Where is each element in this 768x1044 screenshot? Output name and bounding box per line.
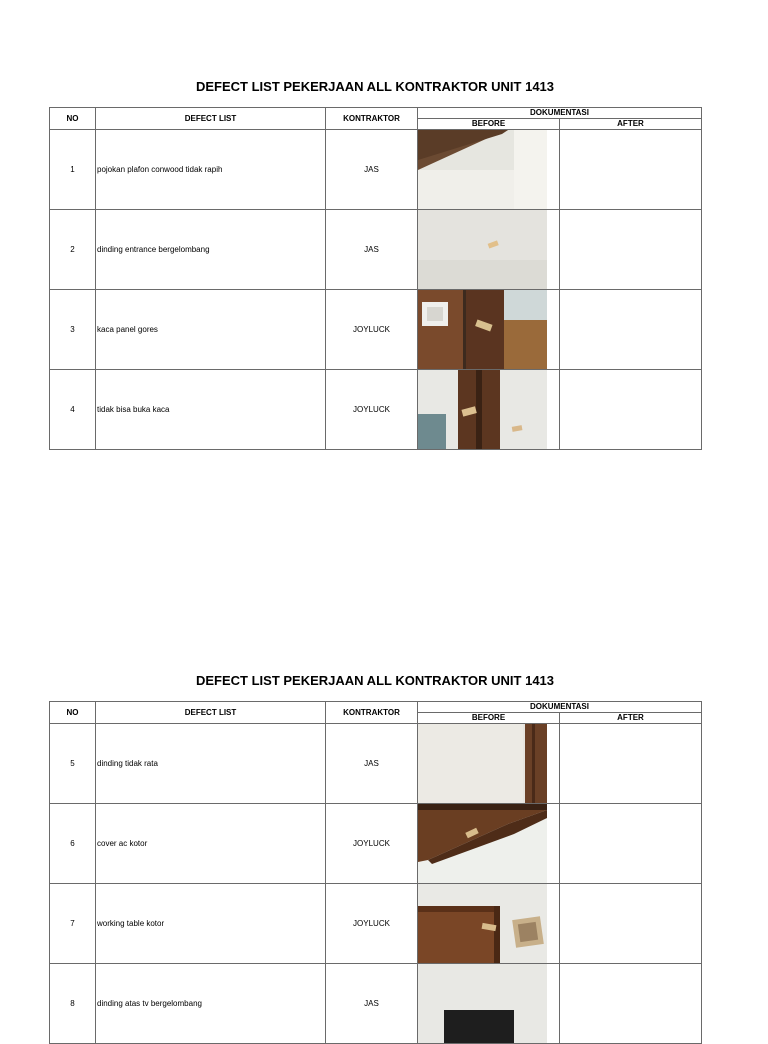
row-no: 8 bbox=[50, 964, 96, 1044]
before-photo-cell bbox=[418, 884, 560, 964]
col-header-kontraktor: KONTRAKTOR bbox=[326, 702, 418, 724]
after-photo-cell bbox=[560, 884, 702, 964]
row-defect: working table kotor bbox=[96, 884, 326, 964]
before-photo bbox=[418, 130, 547, 209]
table-row bbox=[50, 964, 702, 1044]
defect-table bbox=[49, 701, 702, 1044]
table-row bbox=[50, 130, 702, 210]
col-header-no: NO bbox=[50, 702, 96, 724]
defect-table bbox=[49, 107, 702, 450]
col-header-defect: DEFECT LIST bbox=[96, 702, 326, 724]
before-photo-cell bbox=[418, 724, 560, 804]
after-photo-cell bbox=[560, 130, 702, 210]
row-kontraktor: JAS bbox=[326, 210, 418, 290]
row-defect: pojokan plafon conwood tidak rapih bbox=[96, 130, 326, 210]
before-photo-cell bbox=[418, 210, 560, 290]
before-photo bbox=[418, 210, 547, 289]
before-photo-cell bbox=[418, 804, 560, 884]
row-kontraktor: JOYLUCK bbox=[326, 804, 418, 884]
col-header-defect: DEFECT LIST bbox=[96, 108, 326, 130]
row-no: 2 bbox=[50, 210, 96, 290]
defect-section-2 bbox=[49, 671, 701, 1044]
row-kontraktor: JOYLUCK bbox=[326, 884, 418, 964]
table-row bbox=[50, 884, 702, 964]
row-no: 4 bbox=[50, 370, 96, 450]
row-defect: tidak bisa buka kaca bbox=[96, 370, 326, 450]
section-title: DEFECT LIST PEKERJAAN ALL KONTRAKTOR UNIT 1413 bbox=[195, 673, 555, 688]
col-header-no: NO bbox=[50, 108, 96, 130]
after-photo-cell bbox=[560, 804, 702, 884]
section-title: DEFECT LIST PEKERJAAN ALL KONTRAKTOR UNIT 1413 bbox=[195, 79, 555, 94]
before-photo bbox=[418, 290, 547, 369]
col-header-before: BEFORE bbox=[418, 713, 560, 724]
defect-section-1 bbox=[49, 77, 701, 450]
before-photo bbox=[418, 804, 547, 883]
col-header-after: AFTER bbox=[560, 713, 702, 724]
row-kontraktor: JAS bbox=[326, 964, 418, 1044]
row-defect: dinding atas tv bergelombang bbox=[96, 964, 326, 1044]
table-row bbox=[50, 290, 702, 370]
row-kontraktor: JAS bbox=[326, 130, 418, 210]
row-defect: cover ac kotor bbox=[96, 804, 326, 884]
before-photo bbox=[418, 884, 547, 963]
after-photo-cell bbox=[560, 290, 702, 370]
row-defect: dinding entrance bergelombang bbox=[96, 210, 326, 290]
before-photo bbox=[418, 724, 547, 803]
row-defect: dinding tidak rata bbox=[96, 724, 326, 804]
row-no: 1 bbox=[50, 130, 96, 210]
row-kontraktor: JOYLUCK bbox=[326, 370, 418, 450]
row-kontraktor: JAS bbox=[326, 724, 418, 804]
after-photo-cell bbox=[560, 724, 702, 804]
before-photo-cell bbox=[418, 130, 560, 210]
after-photo-cell bbox=[560, 964, 702, 1044]
before-photo-cell bbox=[418, 370, 560, 450]
before-photo-cell bbox=[418, 290, 560, 370]
row-no: 3 bbox=[50, 290, 96, 370]
row-no: 7 bbox=[50, 884, 96, 964]
table-row bbox=[50, 804, 702, 884]
col-header-kontraktor: KONTRAKTOR bbox=[326, 108, 418, 130]
table-row bbox=[50, 210, 702, 290]
col-header-dokumentasi: DOKUMENTASI bbox=[418, 108, 702, 119]
table-row bbox=[50, 370, 702, 450]
col-header-before: BEFORE bbox=[418, 119, 560, 130]
table-row bbox=[50, 724, 702, 804]
before-photo-cell bbox=[418, 964, 560, 1044]
after-photo-cell bbox=[560, 370, 702, 450]
col-header-dokumentasi: DOKUMENTASI bbox=[418, 702, 702, 713]
before-photo bbox=[418, 964, 547, 1043]
row-defect: kaca panel gores bbox=[96, 290, 326, 370]
col-header-after: AFTER bbox=[560, 119, 702, 130]
row-no: 5 bbox=[50, 724, 96, 804]
row-kontraktor: JOYLUCK bbox=[326, 290, 418, 370]
before-photo bbox=[418, 370, 547, 449]
row-no: 6 bbox=[50, 804, 96, 884]
after-photo-cell bbox=[560, 210, 702, 290]
